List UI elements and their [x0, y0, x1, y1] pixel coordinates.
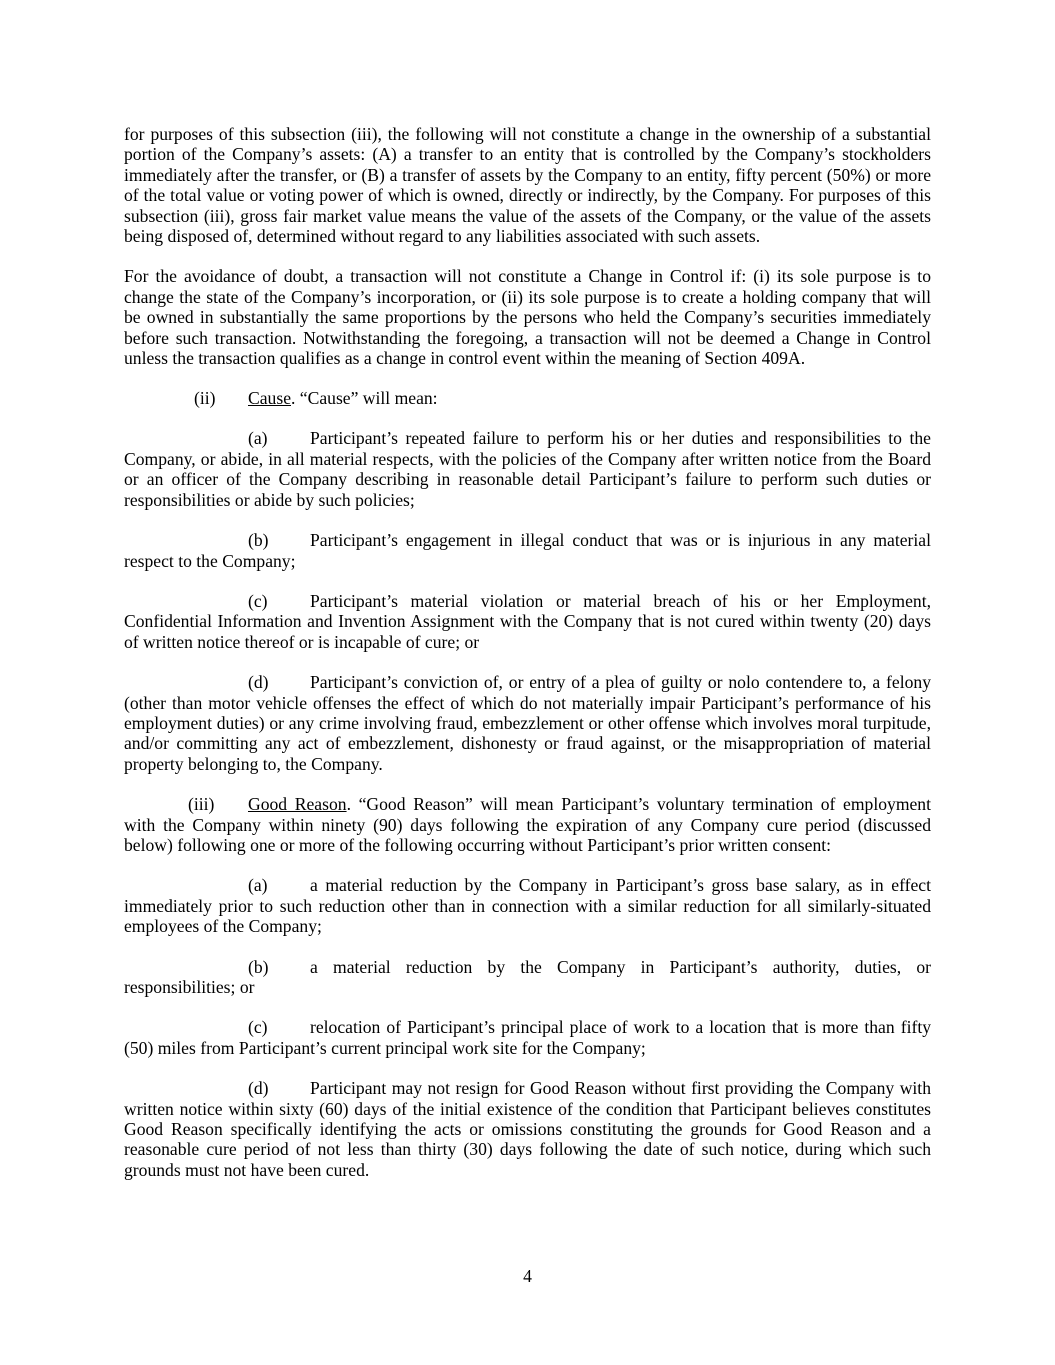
item-letter: (d) [248, 672, 269, 693]
item-text: relocation of Participant’s principal place of work to a location that is more than fifty (50) miles from Participant’s current principal work site for the Company; [124, 1017, 931, 1058]
cause-item-c [124, 591, 931, 652]
good-reason-item-c [124, 1017, 931, 1058]
document-page [124, 124, 931, 1200]
good-reason-item-a [124, 875, 931, 936]
defined-term-good-reason: Good Reason [248, 794, 347, 815]
cause-definition-intro: . “Cause” will mean: [291, 388, 438, 409]
item-text: Participant’s conviction of, or entry of a plea of guilty or nolo contendere to, a felony (other than motor vehicle offenses the effect of which do not materially impair Participant’s performance of his employment duties) or any crime involving fraud, embezzlement or other offense which involves moral turpitude, and/or committing any act of embezzlement, dishonesty or fraud against, or the misappropriation of material property belonging to, the Company. [124, 672, 931, 774]
defined-term-cause: Cause [248, 388, 291, 409]
item-text: Participant’s engagement in illegal conduct that was or is injurious in any material respect to the Company; [124, 530, 931, 571]
good-reason-definition: . “Good Reason” will mean Participant’s voluntary termination of employment with the Company within ninety (90) days following the expiration of any Company cure period (discussed below) following one or more of the following occurring without Participant’s prior written consent: [124, 794, 931, 855]
item-letter: (b) [248, 530, 269, 551]
good-reason-item-b [124, 957, 931, 998]
cause-item-a [124, 428, 931, 510]
cause-item-d [124, 672, 931, 774]
item-letter: (b) [248, 956, 269, 977]
item-text: Participant’s material violation or material breach of his or her Employment, Confidential Information and Invention Assignment with the Company that is not cured within twenty (20) days of written notice thereof or is incapable of cure; or [124, 590, 931, 652]
item-text: a material reduction by the Company in Participant’s gross base salary, as in effect immediately prior to such reduction other than in connection with a similar reduction for all similarly-situated employees of the Company; [124, 875, 931, 937]
section-cause-heading [124, 388, 931, 408]
item-text: Participant may not resign for Good Reason without first providing the Company with written notice within sixty (60) days of the initial existence of the condition that Participant believes constitutes Good Reason specifically identifying the acts or omissions constituting the grounds for Good Reason and a reasonable cure period of not less than thirty (30) days following the date of such notice, during which such grounds must not have been cured. [124, 1078, 931, 1180]
good-reason-item-d [124, 1078, 931, 1180]
section-good-reason [124, 794, 931, 855]
item-letter: (a) [248, 428, 268, 449]
paragraph-asset-transfer-exceptions: for purposes of this subsection (iii), the following will not constitute a change in the ownership of a substantial portion of the Company’s assets: (A) a transfer to an entity that is controlled by the Company’s stockholders immediately after the transfer, or (B) a transfer of assets by the Company to an entity, fifty percent (50%) or more of the total value or voting power of which is owned, directly or indirectly, by the Company. For purposes of this subsection (iii), gross fair market value means the value of the assets of the Company, or the value of the assets being disposed of, determined without regard to any liabilities associated with such assets. [124, 124, 931, 247]
item-text: a material reduction by the Company in Participant’s authority, duties, or responsibilities; or [124, 956, 931, 997]
item-text: Participant’s repeated failure to perform his or her duties and responsibilities to the Company, or abide, in all material respects, with the policies of the Company after written notice from the Board or an officer of the Company describing in reasonable detail Participant’s failure to perform such duties or responsibilities or abide by such policies; [124, 428, 931, 510]
item-letter: (c) [248, 590, 268, 611]
cause-item-b [124, 530, 931, 571]
item-letter: (c) [248, 1017, 268, 1038]
section-number: (iii) [188, 794, 215, 815]
item-letter: (a) [248, 875, 268, 896]
page-number: 4 [523, 1266, 532, 1286]
section-number: (ii) [194, 388, 216, 409]
item-letter: (d) [248, 1078, 269, 1099]
paragraph-avoidance-of-doubt: For the avoidance of doubt, a transaction will not constitute a Change in Control if: (i) its sole purpose is to change the state of the Company’s incorporation, or (ii) its sole purpose is to create a holding company that will be owned in substantially the same proportions by the persons who held the Company’s securities immediately before such transaction. Notwithstanding the foregoing, a transaction will not be deemed a Change in Control unless the transaction qualifies as a change in control event within the meaning of Section 409A. [124, 266, 931, 369]
